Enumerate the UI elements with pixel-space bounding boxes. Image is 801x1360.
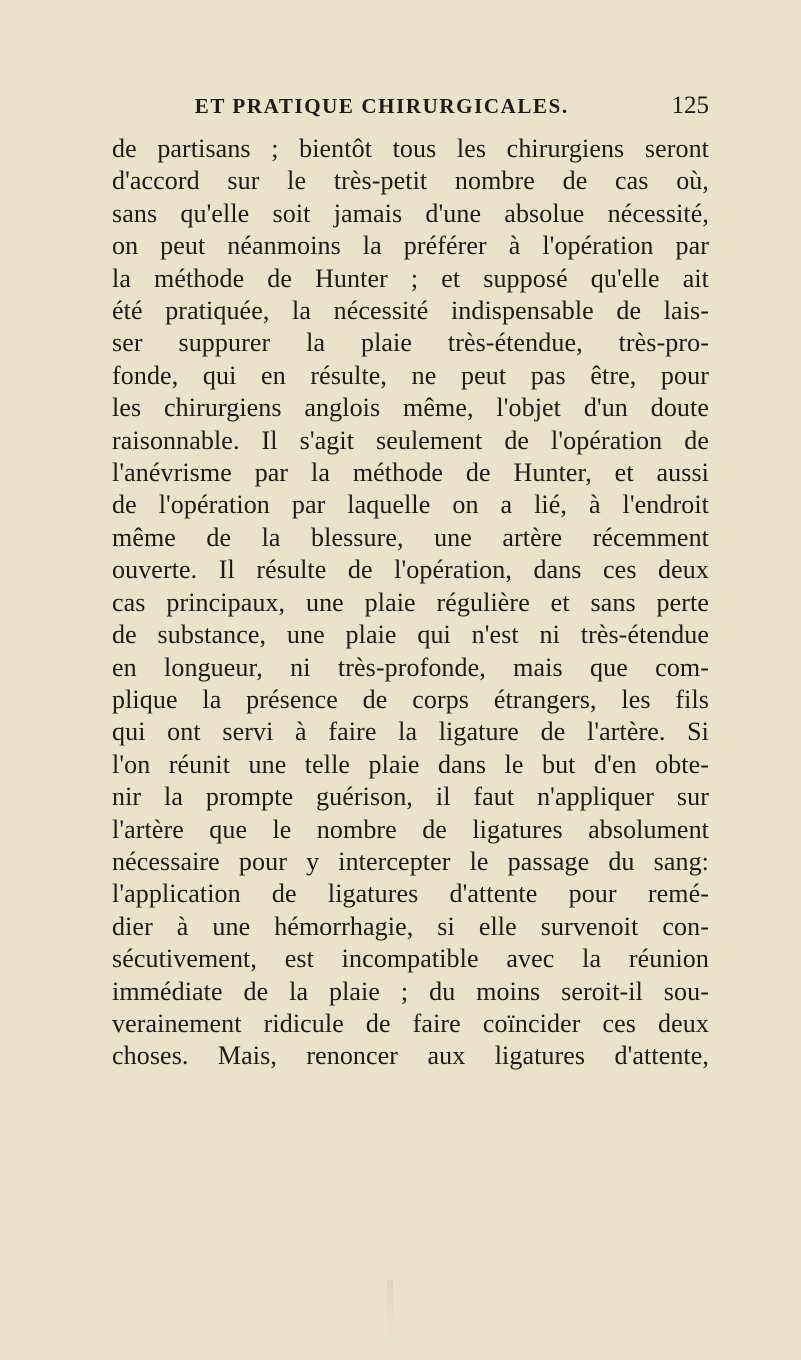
text-line: raisonnable. Il s'agit seulement de l'opération de bbox=[112, 425, 709, 455]
page-number: 125 bbox=[671, 92, 709, 119]
text-line: sans qu'elle soit jamais d'une absolue nécessité, bbox=[112, 198, 709, 228]
text-line: sécutivement, est incompatible avec la réunion bbox=[112, 944, 709, 974]
text-line: l'artère que le nombre de ligatures absolument bbox=[112, 814, 709, 844]
paper-stain bbox=[387, 1280, 393, 1340]
text-line: nir la prompte guérison, il faut n'appliquer sur bbox=[112, 782, 709, 812]
text-line: de substance, une plaie qui n'est ni très-étendue bbox=[112, 620, 709, 650]
text-line: nécessaire pour y intercepter le passage du sang: bbox=[112, 846, 709, 876]
text-line: les chirurgiens anglois même, l'objet d'un doute bbox=[112, 393, 709, 423]
text-line: fonde, qui en résulte, ne peut pas être, pour bbox=[112, 360, 709, 390]
text-line: verainement ridicule de faire coïncider ces deux bbox=[112, 1008, 709, 1038]
text-line: même de la blessure, une artère récemment bbox=[112, 522, 709, 552]
text-line: d'accord sur le très-petit nombre de cas où, bbox=[112, 166, 709, 196]
text-line: de l'opération par laquelle on a lié, à l'endroit bbox=[112, 490, 709, 520]
running-title: ET PRATIQUE CHIRURGICALES. bbox=[194, 94, 569, 118]
body-text bbox=[112, 133, 709, 1073]
text-line: cas principaux, une plaie régulière et sans perte bbox=[112, 587, 709, 617]
text-line: l'on réunit une telle plaie dans le but d'en obte- bbox=[112, 749, 709, 779]
text-line: plique la présence de corps étrangers, les fils bbox=[112, 684, 709, 714]
text-line: l'anévrisme par la méthode de Hunter, et aussi bbox=[112, 458, 709, 488]
text-line: ouverte. Il résulte de l'opération, dans ces deux bbox=[112, 555, 709, 585]
text-line: ser suppurer la plaie très-étendue, très-pro- bbox=[112, 328, 709, 358]
running-head bbox=[112, 92, 709, 122]
text-line: dier à une hémorrhagie, si elle survenoit con- bbox=[112, 911, 709, 941]
text-line: l'application de ligatures d'attente pour remé- bbox=[112, 879, 709, 909]
text-line: de partisans ; bientôt tous les chirurgiens seront bbox=[112, 134, 709, 163]
text-line: la méthode de Hunter ; et supposé qu'elle ait bbox=[112, 263, 709, 293]
text-line: été pratiquée, la nécessité indispensable de lais- bbox=[112, 296, 709, 326]
text-line: on peut néanmoins la préférer à l'opération par bbox=[112, 231, 709, 261]
text-line: choses. Mais, renoncer aux ligatures d'attente, bbox=[112, 1041, 709, 1071]
text-line: en longueur, ni très-profonde, mais que com- bbox=[112, 652, 709, 682]
text-line: qui ont servi à faire la ligature de l'artère. Si bbox=[112, 717, 709, 747]
text-line: immédiate de la plaie ; du moins seroit-il sou- bbox=[112, 976, 709, 1006]
